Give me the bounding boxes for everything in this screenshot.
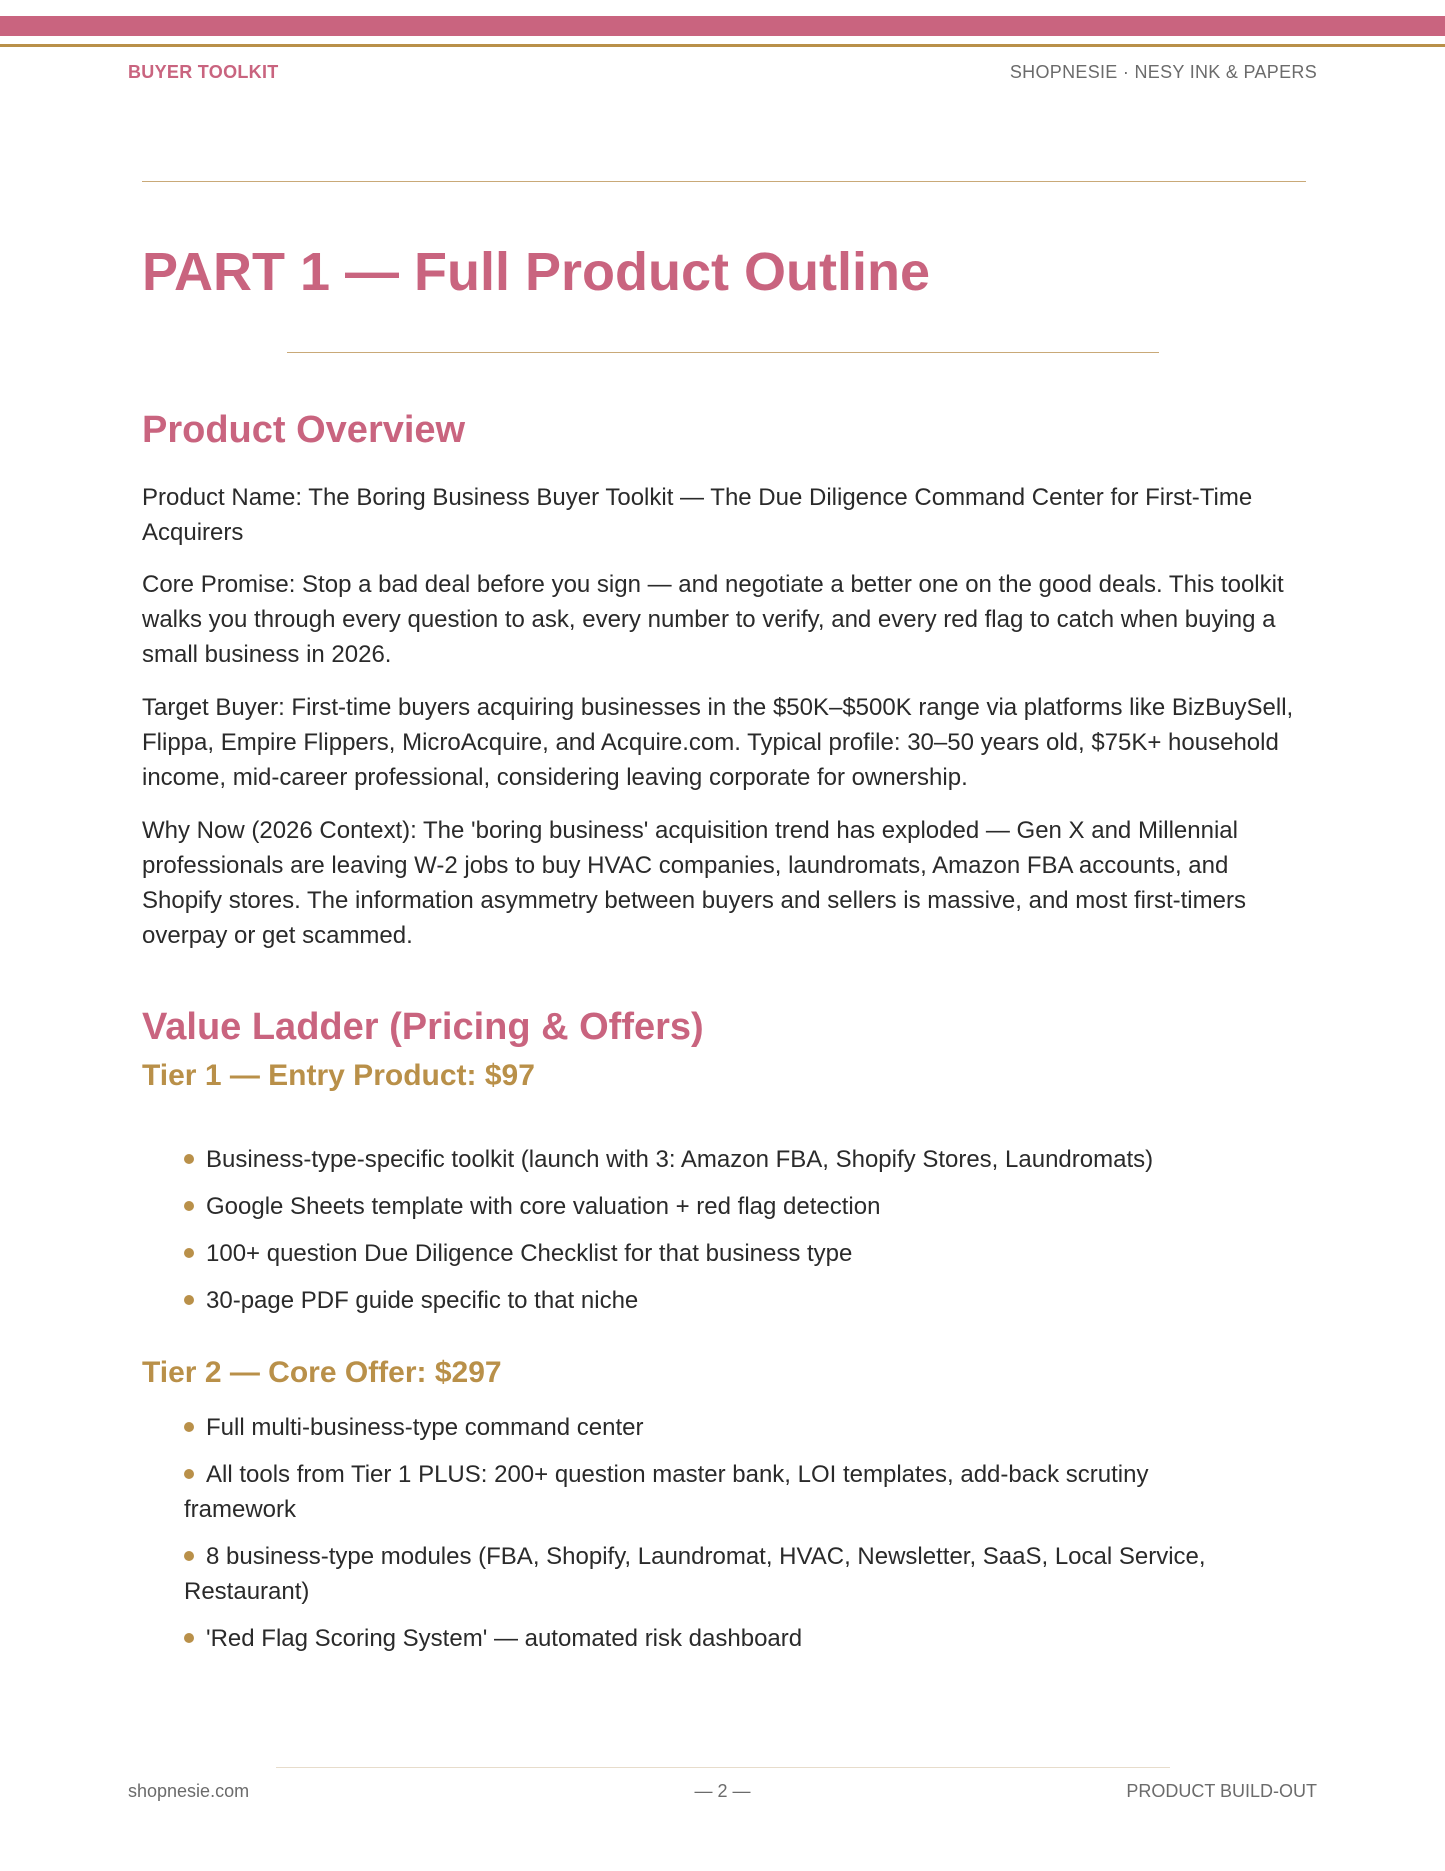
section-heading-value-ladder: Value Ladder (Pricing & Offers) [142,1006,704,1048]
header-accent-band [0,16,1445,36]
overview-paragraph-why-now [142,813,1306,953]
footer-divider [276,1767,1170,1768]
list-item-text: 8 business-type modules (FBA, Shopify, Laundromat, HVAC, Newsletter, SaaS, Local Service, Restaurant) [184,1543,1206,1605]
tier2-heading: Tier 2 — Core Offer: $297 [142,1356,502,1389]
footer-page-number: — 2 — [694,1781,751,1801]
title-top-divider [142,181,1306,182]
value-ladder-section [142,1005,1306,1051]
bullet-dot-icon [184,1248,194,1258]
list-item-text: 30-page PDF guide specific to that niche [206,1287,639,1314]
paragraph: Why Now (2026 Context): The 'boring business' acquisition trend has exploded — Gen X and Millennial professionals are leaving W-2 jobs to buy HVAC companies, laundromats, Amazon FBA accounts, and Shopify stores. The information asymmetry between buyers and sellers is massive, and most first-timers overpay or get scammed. [142,817,1246,949]
bullet-dot-icon [184,1422,194,1432]
list-item-text: Full multi-business-type command center [206,1414,644,1441]
page-title: PART 1 — Full Product Outline [142,242,931,302]
tier1-list [184,1142,1304,1318]
list-item [184,1621,1264,1656]
list-item [184,1189,1304,1224]
tier1-heading-block [142,1058,1306,1094]
bullet-dot-icon [184,1295,194,1305]
paragraph: Target Buyer: First-time buyers acquiring businesses in the $50K–$500K range via platforms like BizBuySell, Flippa, Empire Flippers, MicroAcquire, and Acquire.com. Typical profile: 30–50 years old, $75K+ household income, mid-career professional, considering leaving corporate for ownership. [142,694,1294,791]
header-gold-rule [0,44,1445,47]
overview-paragraph-target-buyer [142,690,1306,795]
overview-paragraph-core-promise [142,567,1306,672]
list-item [184,1410,1264,1445]
section-heading-overview: Product Overview [142,409,466,451]
list-item-text: Business-type-specific toolkit (launch with 3: Amazon FBA, Shopify Stores, Laundromats) [206,1146,1154,1173]
footer-site-link[interactable]: shopnesie.com [128,1781,250,1801]
list-item [184,1236,1304,1271]
list-item [184,1457,1264,1527]
tier2-heading-block [142,1355,1306,1391]
bullet-dot-icon [184,1469,194,1479]
list-item [184,1283,1304,1318]
running-head-left: BUYER TOOLKIT [128,62,279,82]
bullet-dot-icon [184,1201,194,1211]
list-item-text: All tools from Tier 1 PLUS: 200+ question master bank, LOI templates, add-back scrutiny framework [184,1461,1149,1523]
product-overview-section [142,408,1306,454]
footer-section-label: PRODUCT BUILD-OUT [1126,1781,1317,1801]
title-bottom-divider [287,352,1159,353]
overview-paragraph-product-name [142,480,1306,550]
tier1-heading: Tier 1 — Entry Product: $97 [142,1059,535,1092]
list-item-text: 100+ question Due Diligence Checklist for that business type [206,1240,853,1267]
list-item [184,1142,1304,1177]
paragraph: Product Name: The Boring Business Buyer Toolkit — The Due Diligence Command Center for First-Time Acquirers [142,484,1253,546]
bullet-dot-icon [184,1551,194,1561]
list-item-text: 'Red Flag Scoring System' — automated risk dashboard [206,1625,803,1652]
paragraph: Core Promise: Stop a bad deal before you sign — and negotiate a better one on the good deals. This toolkit walks you through every question to ask, every number to verify, and every red flag to catch when buying a small business in 2026. [142,571,1284,668]
bullet-dot-icon [184,1154,194,1164]
list-item [184,1539,1264,1609]
running-head-right: SHOPNESIE · NESY INK & PAPERS [1009,62,1317,82]
tier2-list [184,1410,1264,1656]
list-item-text: Google Sheets template with core valuation + red flag detection [206,1193,881,1220]
bullet-dot-icon [184,1633,194,1643]
